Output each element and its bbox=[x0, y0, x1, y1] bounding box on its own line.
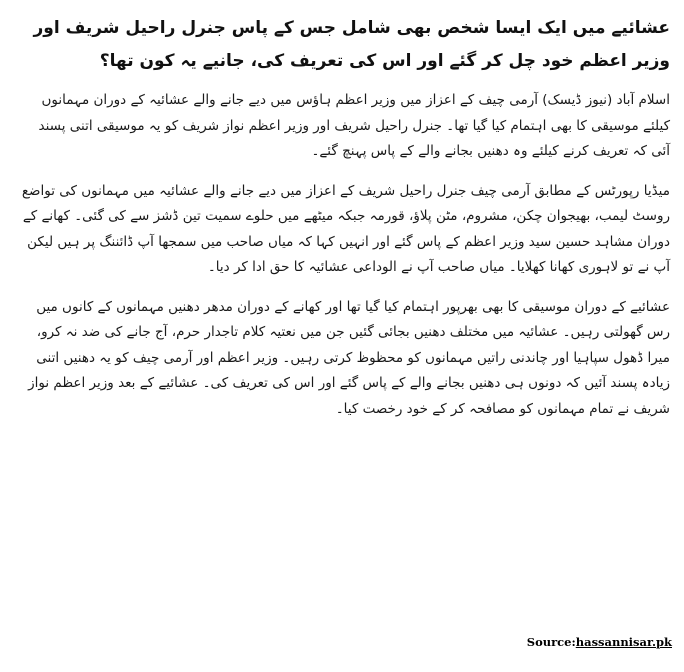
article bbox=[18, 12, 670, 436]
article-headline: عشائیے میں ایک ایسا شخص بھی شامل جس کے پاس جنرل راحیل شریف اور وزیر اعظم خود چل کر گئے اور اس کی تعریف کی، جانیے یہ کون تھا؟ bbox=[33, 18, 670, 71]
source-label: Source: bbox=[526, 635, 576, 649]
article-paragraph: میڈیا رپورٹس کے مطابق آرمی چیف جنرل راحیل شریف کے اعزاز میں دیے جانے والے عشائیہ میں مہمانوں کی تواضع روسٹ لیمب، بھیجوان چکن، مشروم، مٹن پلاؤ، قورمہ جبکہ میٹھے میں حلوے سمیت تین ڈشز سے کی گئی۔ کھانے کے دوران مشاہد حسین سید وزیر اعظم کے پاس گئے اور انہیں کہا کہ میاں صاحب میں سمجھا آپ ڈائننگ پر ہیں لیکن آپ نے تو لاہوری کھانا کھلایا۔ میاں صاحب آپ نے الوداعی عشائیہ کا حق ادا کر دیا۔ bbox=[21, 182, 670, 275]
article-paragraph: عشائیے کے دوران موسیقی کا بھی بھرپور اہتمام کیا گیا تھا اور کھانے کے دوران مدھر دھنیں مہمانوں کے کانوں میں رس گھولتی رہیں۔ عشائیہ میں مختلف دھنیں بجائی گئیں جن میں نعتیہ کلام تاجدار حرم، آج جانے کی ضد نہ کرو، میرا ڈھول سپاہیا اور چاندنی راتیں مہمانوں کو محظوظ کرتی رہیں۔ وزیر اعظم اور آرمی چیف کو یہ دھنیں اتنی زیادہ پسند آئیں کہ دونوں ہی دھنیں بجانے والے کے پاس گئے اور اس کی تعریف کی۔ عشائیے کے بعد وزیر اعظم نواز شریف نے تمام مہمانوں کو مصافحہ کر کے خود رخصت کیا۔ bbox=[28, 298, 670, 417]
source-credit bbox=[527, 635, 672, 649]
source-link[interactable]: hassannisar.pk bbox=[575, 635, 672, 649]
article-paragraph: اسلام آباد (نیوز ڈیسک) آرمی چیف کے اعزاز میں وزیر اعظم ہاؤس میں دیے جانے والے عشائیہ کے دوران مہمانوں کیلئے موسیقی کا بھی اہتمام کیا گیا تھا۔ جنرل راحیل شریف اور وزیر اعظم نواز شریف کو یہ موسیقی اتنی پسند آئی کہ تعریف کرنے کیلئے وہ دھنیں بجانے والے کے پاس پہنچ گئے۔ bbox=[38, 92, 670, 159]
